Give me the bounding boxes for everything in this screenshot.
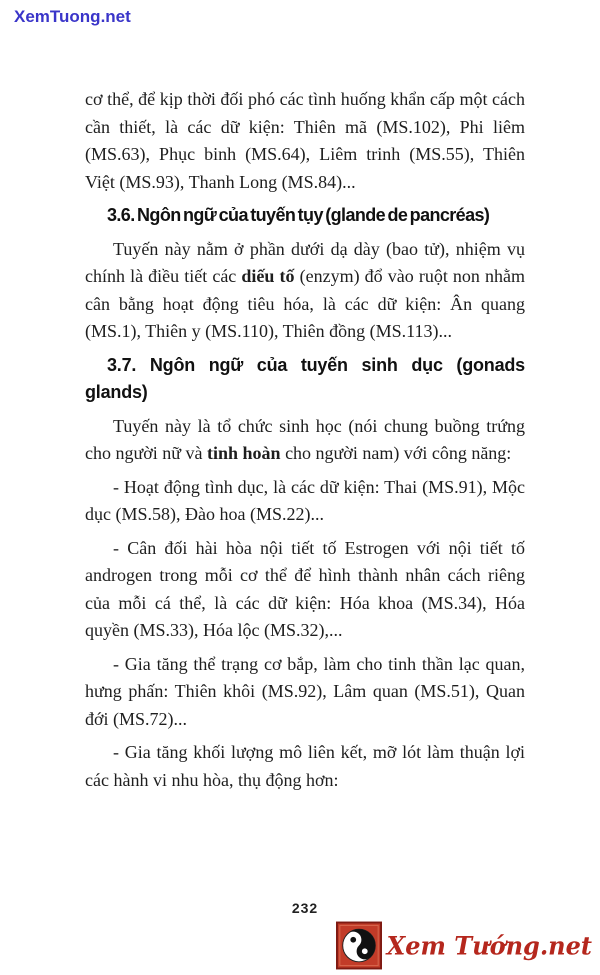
paragraph-pancreas-pre: Tuyến này nằm ở phần dưới dạ dày (bao tử), nhiệm vụ chính là điều tiết các (85, 238, 525, 286)
bullet-connective-tissue: - Gia tăng khối lượng mô liên kết, mỡ lót làm thuận lợi các hành vi nhu hòa, thụ động hơn: (85, 742, 525, 790)
watermark-logo-text: Xem Tướng.net (386, 930, 592, 961)
paragraph-gonads-pre: Tuyến này là tổ chức sinh học (nói chung buồng trứng cho người nữ và (85, 415, 525, 463)
paragraph-pancreas-post: (enzym) đổ vào ruột non nhằm cân bằng hoạt động tiêu hóa, là các dữ kiện: Ân quang (MS.1), Thiên y (MS.110), Thiên đồng (MS.113)... (85, 266, 525, 341)
paragraph-pancreas (85, 236, 525, 346)
bullet-sexual-activity: - Hoạt động tình dục, là các dữ kiện: Thai (MS.91), Mộc dục (MS.58), Đào hoa (MS.22)... (85, 476, 525, 524)
paragraph-gonads-bold-term: tinh hoàn (207, 443, 281, 463)
bullet-hormone-balance: - Cân đối hài hòa nội tiết tố Estrogen với nội tiết tố androgen trong mỗi cơ thể để hình thành nhân cách riêng của mỗi cá thể, là các dữ kiện: Hóa khoa (MS.34), Hóa quyền (MS.33), Hóa lộc (MS.32),... (85, 537, 525, 640)
yin-yang-icon (336, 921, 382, 970)
page-text-column (85, 86, 525, 800)
paragraph-gonads (85, 413, 525, 468)
bullet-muscle-spirit: - Gia tăng thể trạng cơ bắp, làm cho tinh thần lạc quan, hưng phấn: Thiên khôi (MS.92), Lâm quan (MS.51), Quan đới (MS.72)... (85, 653, 525, 729)
watermark-logo-bottom[interactable] (336, 921, 592, 970)
paragraph-pancreas-bold-term: diếu tố (241, 266, 295, 286)
page-number: 232 (291, 900, 319, 916)
watermark-link-top[interactable]: XemTuong.net (14, 7, 131, 26)
paragraph-continuation: cơ thể, để kịp thời đối phó các tình huống khẩn cấp một cách cần thiết, là các dữ kiện: Thiên mã (MS.102), Phi liêm (MS.63), Phục binh (MS.64), Liêm trinh (MS.55), Thiên Việt (MS.93), Thanh Long (MS.84)... (85, 89, 525, 192)
section-heading-3-6: 3.6. Ngôn ngữ của tuyến tụy (glande de pancréas) (107, 205, 490, 225)
section-heading-3-7: 3.7. Ngôn ngữ của tuyến sinh dục (gonads glands) (85, 354, 525, 402)
paragraph-gonads-post: cho người nam) với công năng: (280, 443, 512, 463)
